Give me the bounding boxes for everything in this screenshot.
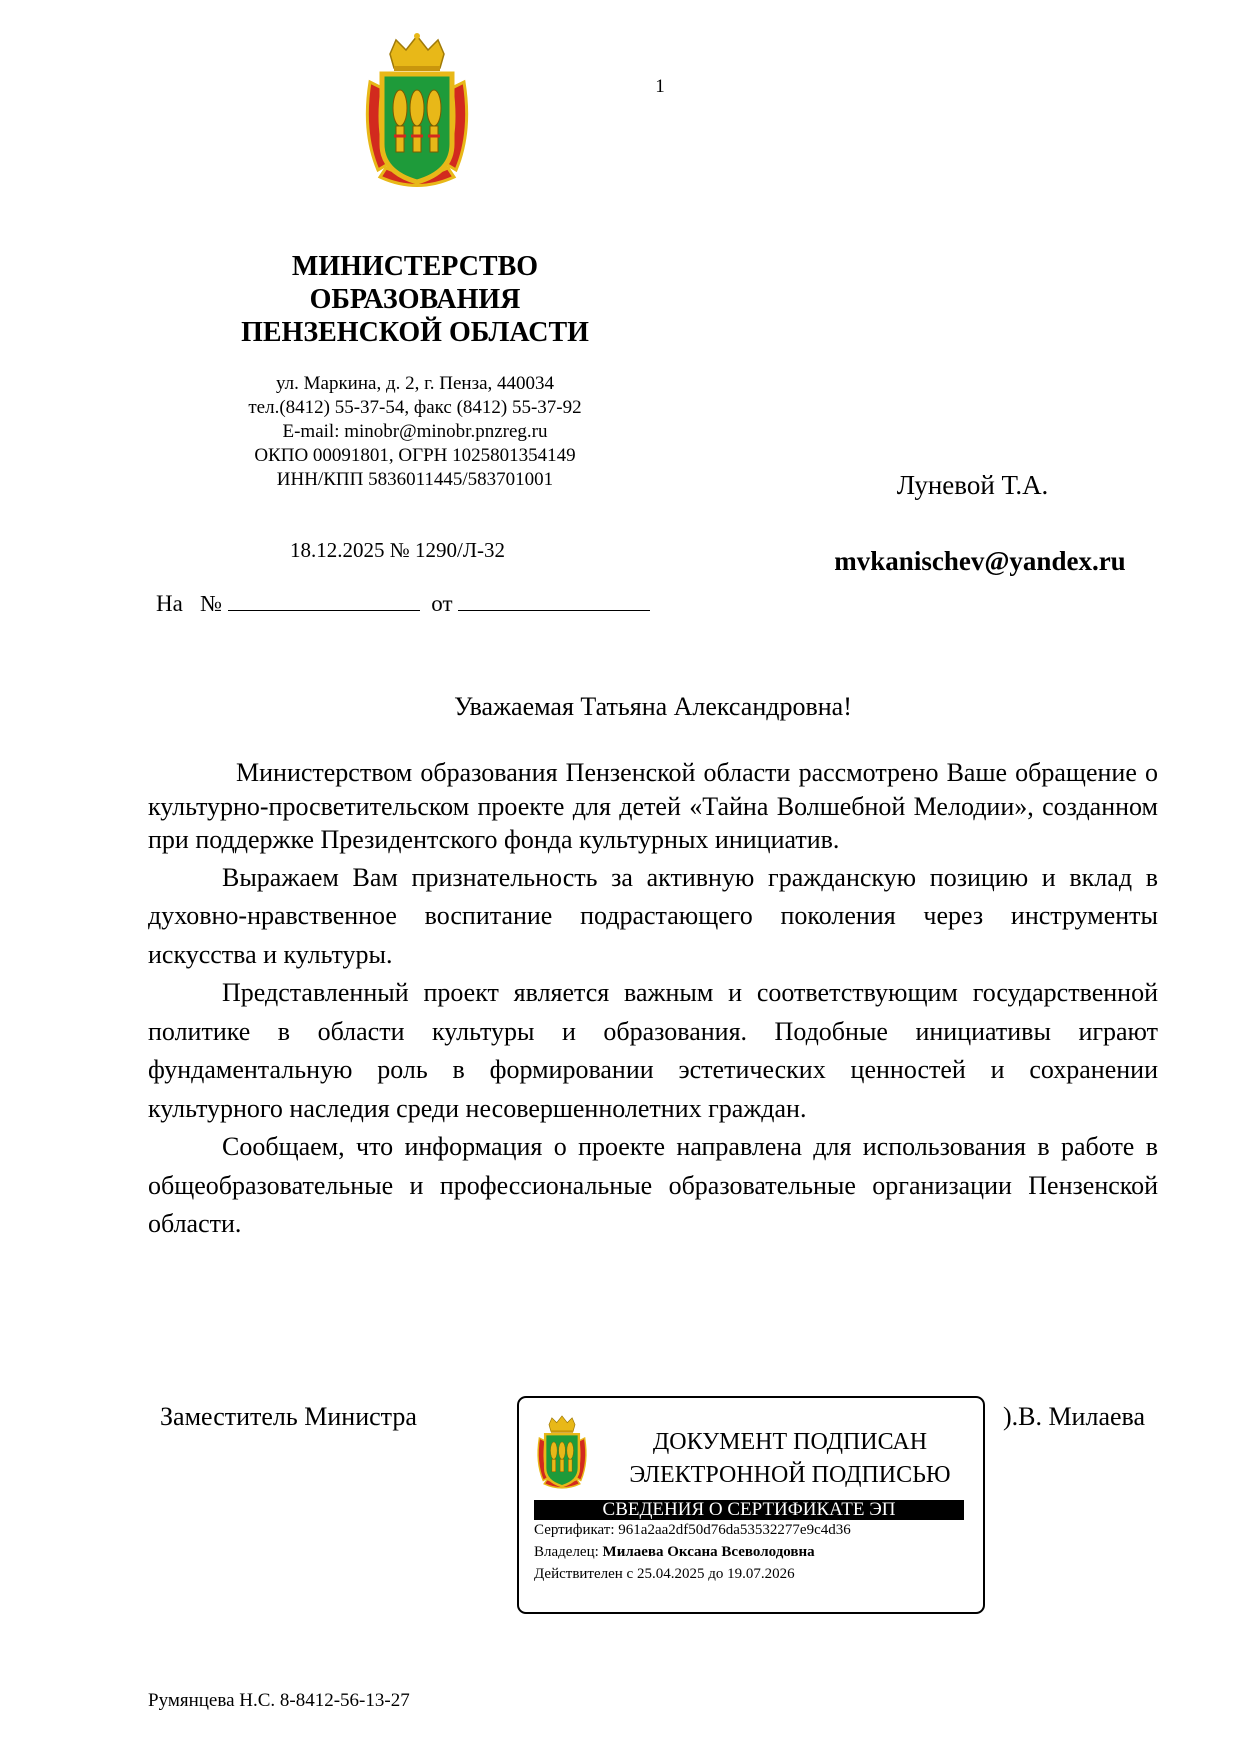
recipient-name: Луневой Т.А. — [896, 470, 1049, 500]
owner-label: Владелец: — [534, 1544, 599, 1560]
ministry-title — [190, 250, 640, 349]
letter-paragraph: Представленный проект является важным и соответствующим государственной политике в области культуры и образования. Подобные инициативы играют фундаментальную роль в формировании эстетических ценностей и сохранении культурного наследия среди несовершеннолетних граждан. — [148, 978, 1158, 1123]
stamp-owner — [534, 1544, 815, 1561]
owner-value: Милаева Оксана Всеволодовна — [602, 1544, 815, 1560]
stamp-cert-header: СВЕДЕНИЯ О СЕРТИФИКАТЕ ЭП — [534, 1500, 964, 1520]
ministry-title-line: МИНИСТЕРСТВО — [291, 251, 539, 282]
salutation: Уважаемая Татьяна Александровна! — [454, 692, 852, 721]
inn-kpp-line: ИНН/КПП 5836011445/583701001 — [276, 469, 554, 490]
okpo-ogrn-line: ОКПО 00091801, ОГРН 1025801354149 — [254, 445, 576, 466]
stamp-certificate — [534, 1522, 851, 1539]
ref-on-label: На — [156, 591, 183, 616]
electronic-signature-stamp — [517, 1396, 985, 1614]
phone-line: тел.(8412) 55-37-54, факс (8412) 55-37-92 — [248, 397, 582, 418]
letter-paragraph: Выражаем Вам признательность за активную гражданскую позицию и вклад в духовно-нравственное воспитание подрастающего поколения через инструменты искусства и культуры. — [148, 862, 1158, 969]
page-number: 1 — [655, 76, 665, 97]
address-line: ул. Маркина, д. 2, г. Пенза, 440034 — [275, 373, 555, 394]
ref-number-blank — [228, 588, 420, 611]
document-date-number: 18.12.2025 № 1290/Л-32 — [289, 538, 506, 562]
ref-number-label: № — [200, 591, 223, 616]
ministry-title-line: ОБРАЗОВАНИЯ — [309, 284, 521, 315]
stamp-validity: Действителен с 25.04.2025 до 19.07.2026 — [534, 1566, 795, 1582]
signer-title: Заместитель Министра — [160, 1402, 417, 1431]
reference-line — [156, 588, 650, 617]
signer-name: ).В. Милаева — [1002, 1402, 1145, 1431]
stamp-title-line: ЭЛЕКТРОННОЙ ПОДПИСЬЮ — [629, 1462, 951, 1488]
letter-paragraph: Министерством образования Пензенской области рассмотрено Ваше обращение о культурно-просветительском проекте для детей «Тайна Волшебной Мелодии», созданном при поддержке Президентского фонда культурных инициатив. — [148, 758, 1158, 854]
stamp-title-line: ДОКУМЕНТ ПОДПИСАН — [652, 1429, 928, 1455]
recipient-email: mvkanischev@yandex.ru — [834, 546, 1126, 576]
cert-label: Сертификат: — [534, 1522, 615, 1538]
ref-date-blank — [458, 588, 650, 611]
cert-value: 961a2aa2df50d76da53532277e9c4d36 — [618, 1522, 851, 1538]
stamp-title — [619, 1426, 961, 1492]
letter-paragraph: Сообщаем, что информация о проекте направлена для использования в работе в общеобразовательные и профессиональные образовательные организации Пензенской области. — [148, 1132, 1158, 1238]
ministry-contacts — [190, 372, 640, 492]
ministry-title-line: ПЕНЗЕНСКОЙ ОБЛАСТИ — [241, 317, 589, 348]
penza-coat-of-arms-icon — [360, 32, 474, 194]
email-line: E-mail: minobr@minobr.pnzreg.ru — [282, 421, 548, 442]
executor-contact: Румянцева Н.С. 8-8412-56-13-27 — [148, 1690, 410, 1711]
ref-from-label: от — [431, 591, 453, 616]
letter-body — [148, 756, 1158, 1244]
penza-coat-of-arms-icon — [534, 1414, 590, 1492]
